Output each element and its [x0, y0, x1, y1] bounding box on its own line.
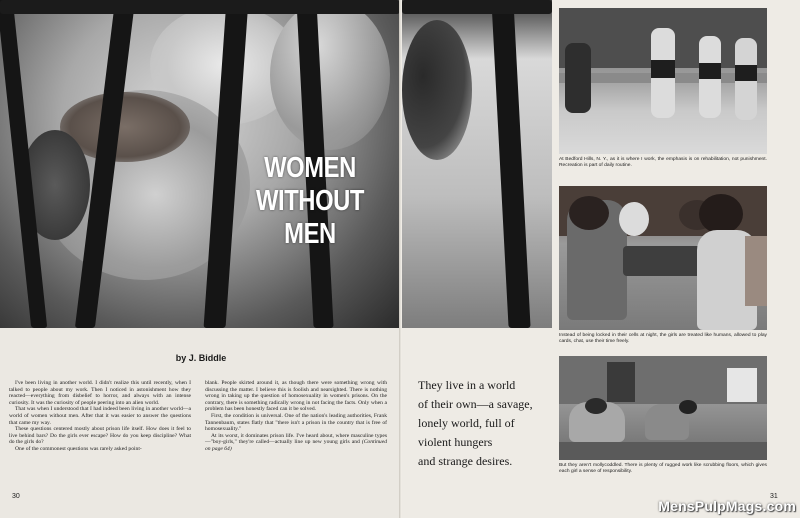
chair — [727, 368, 757, 402]
caption-scrubbing-floors: But they aren't mollycoddled. There is plenty of rugged work like scrubbing floors, which gives each girl a sense of responsibility. — [559, 463, 767, 475]
face — [619, 202, 649, 236]
hair — [679, 400, 697, 414]
skirt — [699, 63, 721, 79]
pull-quote-line: violent hungers — [418, 435, 493, 449]
title-line: WOMEN — [264, 152, 356, 184]
skirt — [735, 65, 757, 81]
hero-photo-continuation — [402, 0, 552, 328]
pull-quote-line: and strange desires. — [418, 454, 513, 468]
title-line: MEN — [284, 218, 336, 250]
pull-quote — [418, 376, 558, 471]
skirt — [651, 60, 675, 78]
prison-bar — [491, 0, 530, 328]
hair — [569, 196, 609, 230]
paragraph: These questions centered mostly about prison life itself. How does it feel to live behind bars? Do the girls ever escape? How do you keep discipline? What do the girls do? — [9, 426, 191, 446]
pull-quote-line: of their own—a savage, — [418, 397, 533, 411]
continued-link[interactable]: (Continued on page 64) — [205, 439, 387, 452]
hair-continuation — [402, 20, 472, 160]
paragraph-with-continuation — [205, 433, 387, 453]
floor — [559, 442, 767, 460]
article-title — [244, 152, 375, 251]
paragraph: That was when I understood that I had indeed been living in another world—a world of women without men. After that it was easier to answer the questions that came my way. — [9, 406, 191, 426]
column-1 — [9, 380, 191, 453]
paragraph: One of the commonest questions was rarely asked point- — [15, 445, 142, 452]
photo-card-playing — [559, 186, 767, 330]
paragraph: At its worst, it dominates prison life. I've heard about, where masculine types—"boy-girls," they're called—actually line up new young girls and — [205, 432, 387, 446]
paragraph: I've been living in another world. I didn't realize this until recently, when I talked to people about my work. Then I noticed in astonishment how they reacted—everything from disbelief to horror, and always with an intense curiosity. It was the curiosity of people peering into an alien world. — [9, 380, 191, 406]
hair — [585, 398, 607, 414]
chair — [745, 236, 767, 306]
column-2 — [205, 380, 387, 453]
photo-scrubbing-floors — [559, 356, 767, 460]
article-body — [9, 380, 393, 480]
caption-card-playing: Instead of being locked in their cells at night, the girls are treated like humans, allowed to play cards, chat, use their time freely. — [559, 333, 767, 345]
page-number-left: 30 — [12, 493, 20, 500]
photo-recreation — [559, 8, 767, 154]
skater-figure — [565, 43, 591, 113]
pull-quote-line: lonely world, full of — [418, 416, 515, 430]
right-page — [402, 0, 800, 518]
doorway — [607, 362, 635, 402]
paragraph: blank. People skirted around it, as though there were something wrong with discussing the matter. I believe this is foolish and nearsighted. There is nothing wrong in taking up the question of homosexuality in women's prisons. On the contrary, there is something radically wrong in not facing the facts. Only when a problem has been honestly faced can it be solved. — [205, 380, 387, 413]
page-number-right: 31 — [770, 493, 778, 500]
prison-crossbar — [0, 0, 400, 14]
byline: by J. Biddle — [175, 353, 227, 363]
pull-quote-line: They live in a world — [418, 378, 516, 392]
paragraph: First, the condition is universal. One of the nation's leading authorities, Frank Tannenbaum, states flatly that "there isn't a prison in the country that is free of homosexuality." — [205, 412, 387, 433]
card-table — [623, 246, 703, 276]
prison-crossbar — [402, 0, 552, 14]
watermark-logo: MensPulpMags.com — [658, 498, 796, 514]
title-line: WITHOUT — [255, 185, 365, 217]
caption-recreation: At Bedford Hills, N. Y., as it is where I work, the emphasis is on rehabilitation, not punishment. Recreation is part of daily routine. — [559, 157, 767, 169]
hair — [699, 194, 743, 234]
raised-hand — [270, 0, 390, 150]
